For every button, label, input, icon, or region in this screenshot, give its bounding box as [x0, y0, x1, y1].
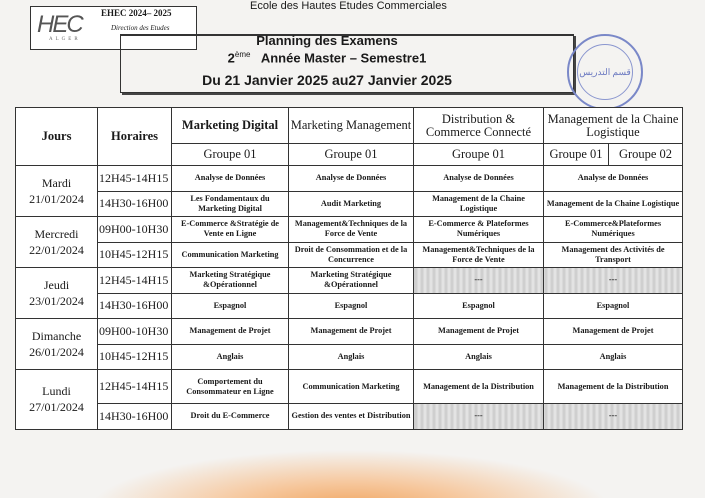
day-date: 22/01/2024: [29, 243, 84, 257]
day-cell: [16, 166, 98, 217]
header-speciality: Marketing Management: [289, 108, 414, 144]
exam-cell: Management de Projet: [414, 319, 544, 345]
table-row: [16, 191, 683, 217]
exam-cell: E-Commerce &Stratégie de Vente en Ligne: [172, 217, 289, 243]
academic-year: EHEC 2024– 2025: [101, 8, 172, 18]
table-row: [16, 217, 683, 243]
table-row: [16, 242, 683, 268]
day-name: Lundi: [42, 384, 71, 399]
header-horaires: Horaires: [98, 108, 172, 166]
level-title: [101, 50, 553, 65]
exam-cell: Management de la Chaine Logistique: [544, 191, 683, 217]
exam-cell: Analyse de Données: [172, 166, 289, 192]
exam-cell: Management&Techniques de la Force de Vente: [289, 217, 414, 243]
table-row: [16, 268, 683, 294]
exam-cell: Espagnol: [172, 293, 289, 319]
header-group: Groupe 01: [414, 144, 544, 166]
time-slot: 14H30-16H00: [98, 191, 172, 217]
table-row: [16, 370, 683, 404]
day-cell: [16, 370, 98, 430]
time-slot: 14H30-16H00: [98, 404, 172, 430]
exam-cell: Communication Marketing: [172, 242, 289, 268]
exam-cell: Gestion des ventes et Distribution: [289, 404, 414, 430]
exam-cell: Audit Marketing: [289, 191, 414, 217]
level-sup: ème: [234, 50, 251, 59]
page-title: Planning des Examens: [256, 33, 398, 48]
period: Du 21 Janvier 2025 au27 Janvier 2025: [202, 72, 452, 88]
table-row: [16, 344, 683, 370]
day-name: Jeudi: [43, 278, 70, 292]
table-row: [16, 293, 683, 319]
table-row: [16, 319, 683, 345]
empty-exam-cell: ---: [544, 268, 683, 294]
exam-cell: Analyse de Données: [414, 166, 544, 192]
day-date: 26/01/2024: [29, 345, 84, 359]
day-date: 23/01/2024: [29, 294, 84, 308]
exam-cell: Management de Projet: [172, 319, 289, 345]
time-slot: 12H45-14H15: [98, 268, 172, 294]
time-slot: 09H00-10H30: [98, 319, 172, 345]
day-name: Mercredi: [34, 227, 79, 241]
exam-cell: Anglais: [289, 344, 414, 370]
exam-cell: Espagnol: [414, 293, 544, 319]
day-name: Mardi: [41, 176, 72, 190]
time-slot: 09H00-10H30: [98, 217, 172, 243]
time-slot: 10H45-12H15: [98, 242, 172, 268]
header-group: Groupe 01: [172, 144, 289, 166]
stamp-text: قسم التدريس: [579, 66, 631, 77]
direction-label: Direction des Etudes: [111, 24, 170, 32]
time-slot: 10H45-12H15: [98, 344, 172, 370]
exam-cell: Analyse de Données: [289, 166, 414, 192]
hec-logo: HEC: [37, 11, 82, 38]
exam-cell: Anglais: [414, 344, 544, 370]
table-row: [16, 166, 683, 192]
header-jours: Jours: [16, 108, 98, 166]
day-cell: [16, 268, 98, 319]
time-slot: 12H45-14H15: [98, 166, 172, 192]
day-name: Dimanche: [31, 329, 82, 343]
exam-cell: Anglais: [544, 344, 683, 370]
day-cell: [16, 319, 98, 370]
header-group: Groupe 01: [289, 144, 414, 166]
exam-cell: Management&Techniques de la Force de Vente: [414, 242, 544, 268]
level-num: 2: [227, 50, 235, 66]
exam-cell: Management de la Chaine Logistique: [414, 191, 544, 217]
day-cell: [16, 217, 98, 268]
time-slot: 14H30-16H00: [98, 293, 172, 319]
exam-cell: Espagnol: [544, 293, 683, 319]
official-stamp: [567, 34, 643, 110]
exam-cell: Comportement du Consommateur en Ligne: [172, 370, 289, 404]
day-date: 27/01/2024: [29, 400, 84, 415]
paper-background: [0, 430, 705, 498]
exam-schedule-table: [15, 107, 683, 430]
exam-cell: Management de Projet: [544, 319, 683, 345]
empty-exam-cell: ---: [414, 268, 544, 294]
exam-cell: Analyse de Données: [544, 166, 683, 192]
header-speciality: Distribution & Commerce Connecté: [414, 108, 544, 144]
school-name: Ecole des Hautes Etudes Commerciales: [250, 0, 447, 12]
empty-exam-cell: ---: [544, 404, 683, 430]
exam-cell: Management des Activités de Transport: [544, 242, 683, 268]
exam-cell: E-Commerce&Plateformes Numériques: [544, 217, 683, 243]
time-slot: 12H45-14H15: [98, 370, 172, 404]
title-box: [120, 34, 574, 93]
exam-cell: Anglais: [172, 344, 289, 370]
exam-cell: Management de la Distribution: [414, 370, 544, 404]
exam-cell: Droit de Consommation et de la Concurrence: [289, 242, 414, 268]
exam-cell: Management de la Distribution: [544, 370, 683, 404]
exam-cell: Management de Projet: [289, 319, 414, 345]
exam-cell: Espagnol: [289, 293, 414, 319]
logo-subtitle: ALGER: [49, 37, 81, 42]
exam-cell: Marketing Stratégique &Opérationnel: [289, 268, 414, 294]
level-rest: Année Master – Semestre1: [260, 50, 427, 66]
empty-exam-cell: ---: [414, 404, 544, 430]
table-row: [16, 404, 683, 430]
exam-cell: Marketing Stratégique &Opérationnel: [172, 268, 289, 294]
exam-cell: E-Commerce & Plateformes Numériques: [414, 217, 544, 243]
exam-cell: Droit du E-Commerce: [172, 404, 289, 430]
exam-cell: Les Fondamentaux du Marketing Digital: [172, 191, 289, 217]
header-group: Groupe 01: [544, 144, 609, 166]
header-speciality: Management de la Chaine Logistique: [544, 108, 683, 144]
header-group: Groupe 02: [609, 144, 683, 166]
day-date: 21/01/2024: [29, 192, 84, 206]
exam-cell: Communication Marketing: [289, 370, 414, 404]
header-speciality: Marketing Digital: [172, 108, 289, 144]
